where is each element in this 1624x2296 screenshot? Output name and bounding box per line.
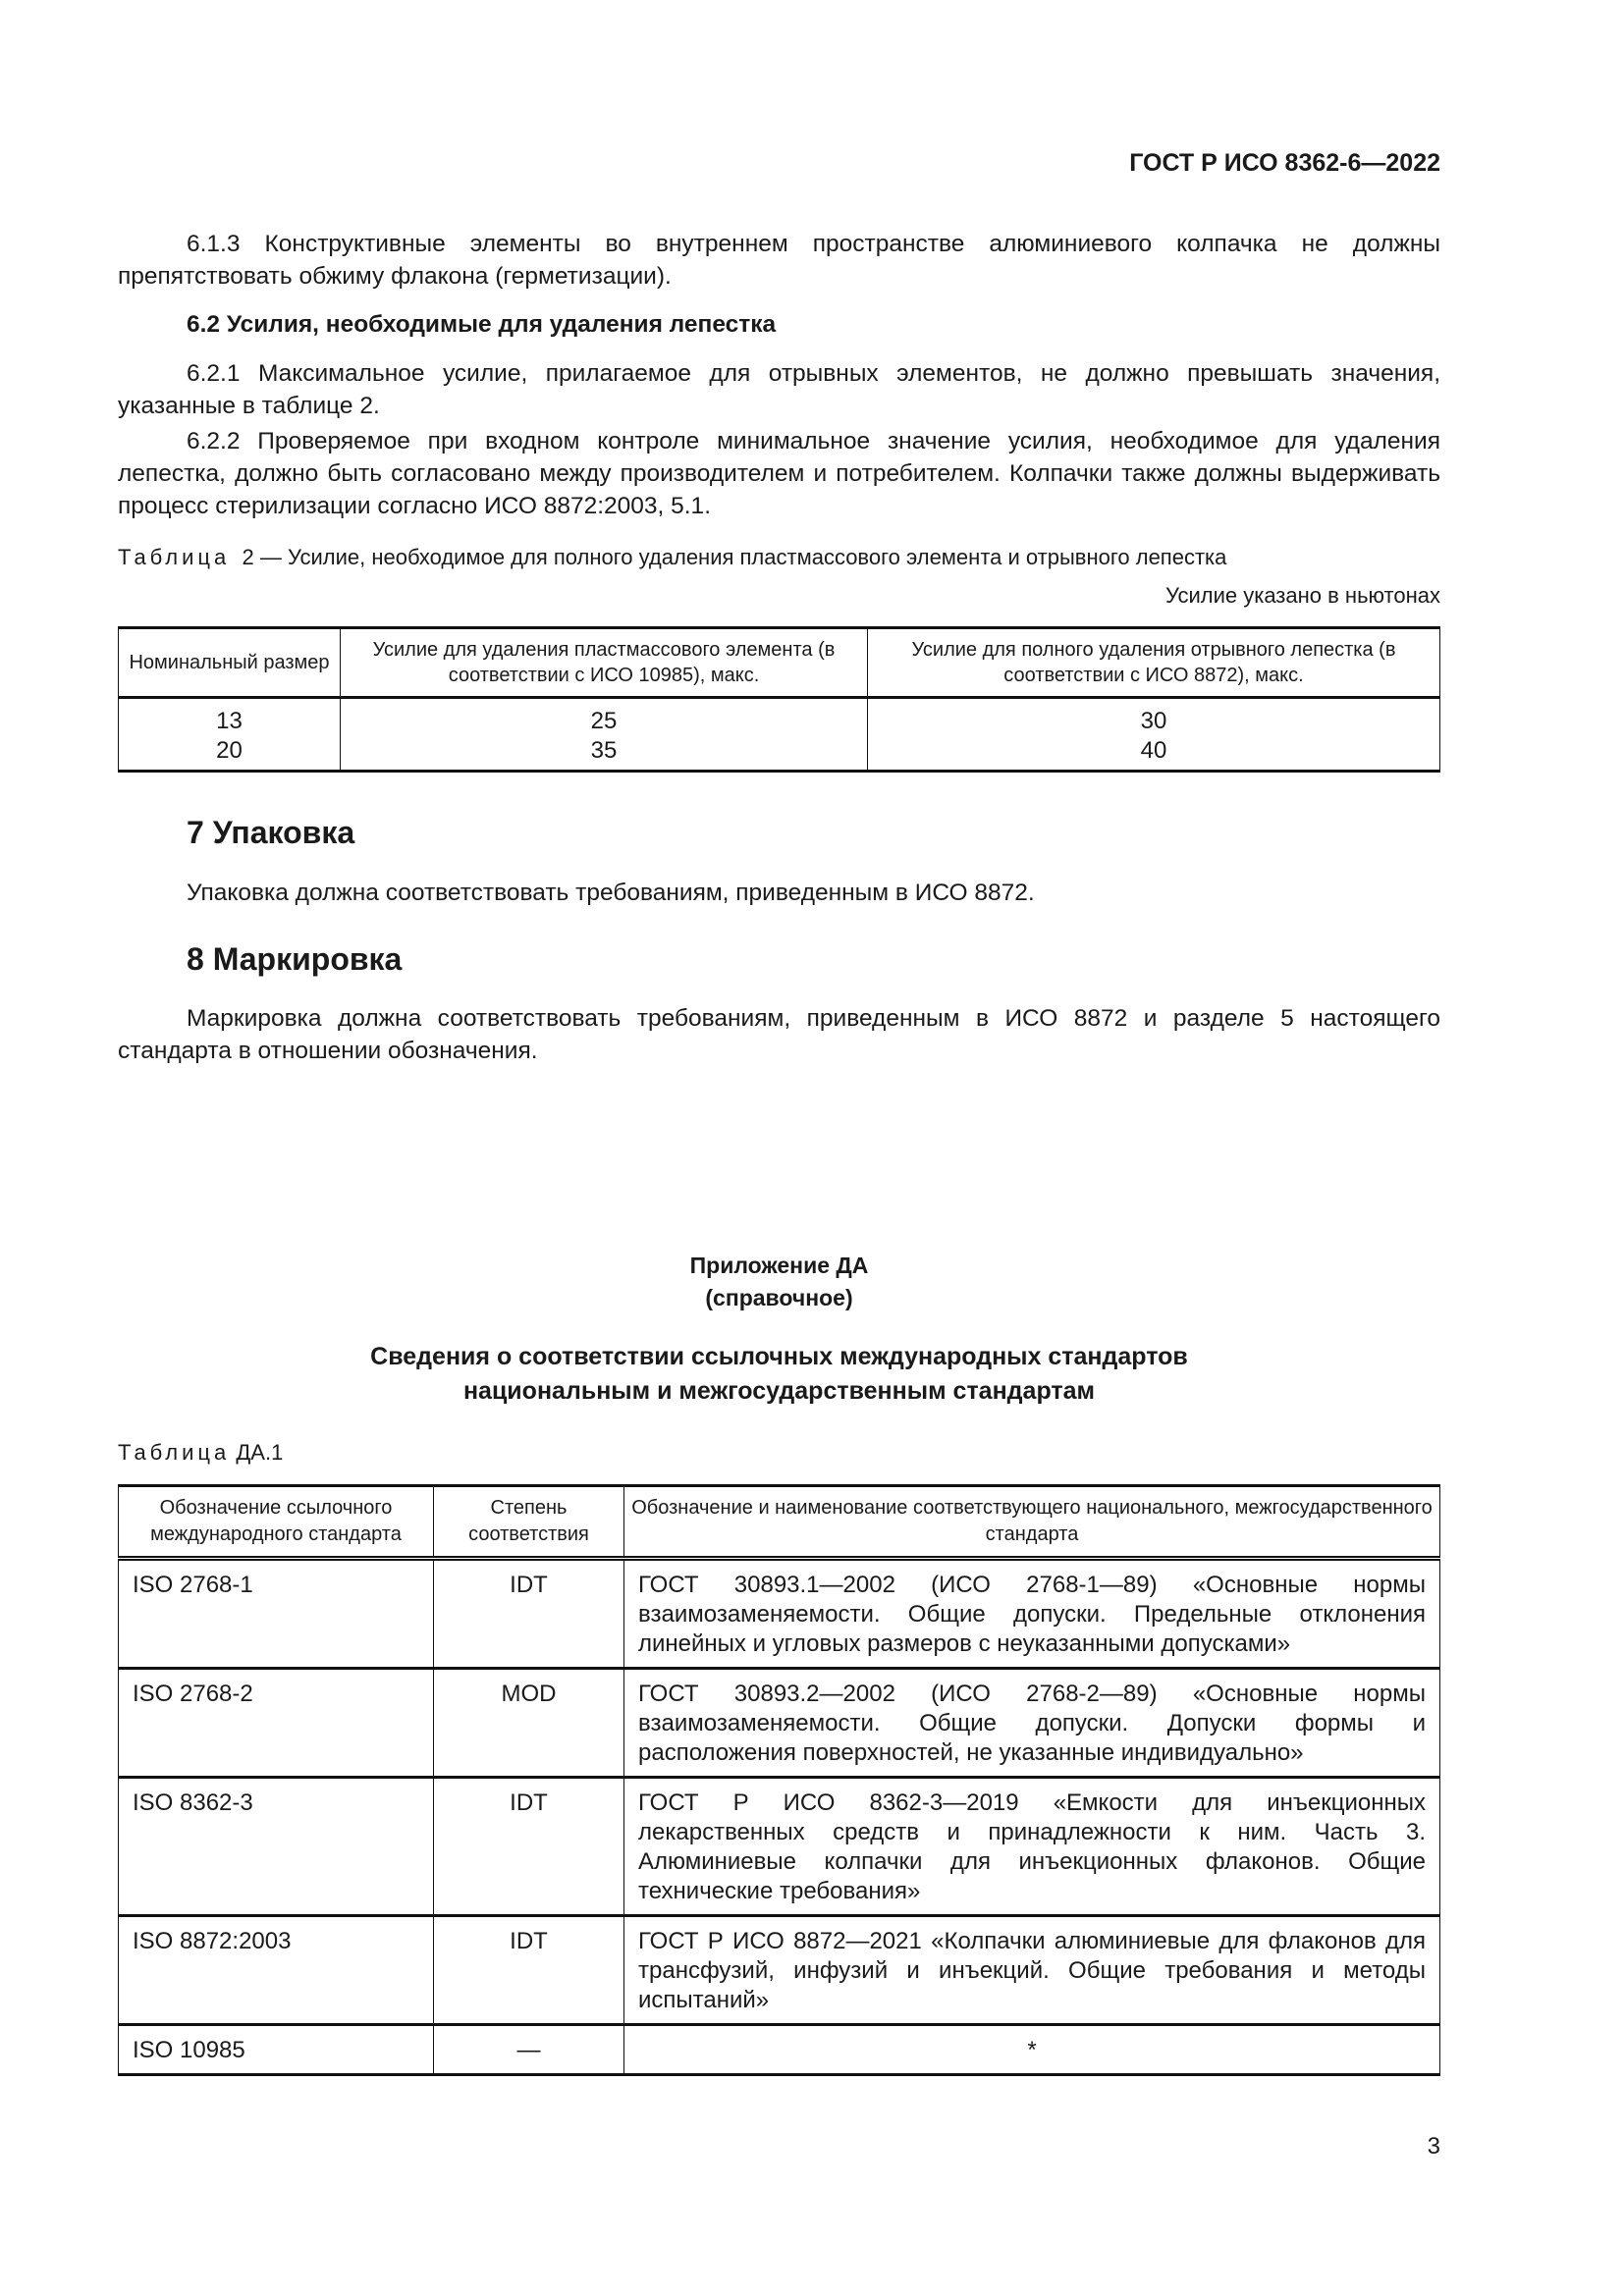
table-row <box>119 2025 1440 2075</box>
table-cell: ISO 8362-3 <box>119 1778 434 1916</box>
table2-caption-label: Таблица <box>118 545 231 569</box>
appendix-title-line1: Сведения о соответствии ссылочных международных стандартов <box>370 1343 1188 1370</box>
table-cell: IDT <box>434 1916 624 2025</box>
heading-section-8: 8 Маркировка <box>187 941 403 977</box>
paragraph-6-2-1: 6.2.1 Максимальное усилие, прилагаемое для отрывных элементов, не должно превышать значения, указанные в таблице 2. <box>118 360 1440 419</box>
table-da1-number: ДА.1 <box>236 1440 284 1465</box>
table-cell: 25 35 <box>341 698 868 772</box>
appendix-kind: (справочное) <box>705 1285 853 1310</box>
table-cell: ISO 2768-2 <box>119 1669 434 1778</box>
table-header-row <box>119 628 1440 698</box>
table-row <box>119 698 1440 772</box>
paragraph-6-2-2: 6.2.2 Проверяемое при входном контроле минимальное значение усилия, необходимое для удаления лепестка, должно быть согласовано между производителем и потребителем. Колпачки также должны выдерживать процесс стерилизации согласно ИСО 8872:2003, 5.1. <box>118 428 1440 519</box>
table-cell: * <box>624 2025 1440 2075</box>
table-row <box>119 1778 1440 1916</box>
table-da1-label: Таблица <box>118 1440 231 1465</box>
header-cell: Степень соответствия <box>434 1486 624 1559</box>
heading-section-7: 7 Упаковка <box>187 815 355 850</box>
table-cell: 13 20 <box>119 698 341 772</box>
table-cell: ISO 10985 <box>119 2025 434 2075</box>
table2-caption-text: 2 — Усилие, необходимое для полного удаления пластмассового элемента и отрывного лепестка <box>242 545 1227 569</box>
table2-caption <box>118 545 1226 570</box>
table-cell: ГОСТ Р ИСО 8362-3—2019 «Емкости для инъекционных лекарственных средств и принадлежности к ним. Часть 3. Алюминиевые колпачки для инъекционных флаконов. Общие технические требования» <box>624 1778 1440 1916</box>
table-row <box>119 1559 1440 1669</box>
page-number: 3 <box>1427 2133 1440 2160</box>
header-cell: Обозначение ссылочного международного стандарта <box>119 1486 434 1559</box>
table-cell: — <box>434 2025 624 2075</box>
section-8-text: Маркировка должна соответствовать требованиям, приведенным в ИСО 8872 и разделе 5 настоящего стандарта в отношении обозначения. <box>118 1005 1440 1064</box>
table-cell: ГОСТ 30893.1—2002 (ИСО 2768-1—89) «Основные нормы взаимозаменяемости. Общие допуски. Предельные отклонения линейных и угловых размеров с неуказанными допусками» <box>624 1559 1440 1669</box>
table-da1-caption <box>118 1440 283 1466</box>
table-row <box>119 1916 1440 2025</box>
table-2 <box>118 626 1440 773</box>
header-cell: Номинальный размер <box>119 628 341 698</box>
document-id: ГОСТ Р ИСО 8362-6—2022 <box>1129 149 1440 177</box>
table-cell: ISO 2768-1 <box>119 1559 434 1669</box>
table-row <box>119 1669 1440 1778</box>
appendix-title-line2: национальным и межгосударственным стандартам <box>462 1377 1096 1405</box>
table-cell: ГОСТ Р ИСО 8872—2021 «Колпачки алюминиевые для флаконов для трансфузий, инфузий и инъекций. Общие требования и методы испытаний» <box>624 1916 1440 2025</box>
section-7-text: Упаковка должна соответствовать требованиям, приведенным в ИСО 8872. <box>187 880 1035 906</box>
table2-units-note: Усилие указано в ньютонах <box>1164 583 1440 608</box>
table-cell: IDT <box>434 1559 624 1669</box>
table-cell: MOD <box>434 1669 624 1778</box>
paragraph-6-1-3: 6.1.3 Конструктивные элементы во внутреннем пространстве алюминиевого колпачка не должны препятствовать обжиму флакона (герметизации). <box>118 231 1440 290</box>
header-cell: Обозначение и наименование соответствующего национального, межгосударственного стандарта <box>624 1486 1440 1559</box>
table-header-row <box>119 1486 1440 1559</box>
header-cell: Усилие для полного удаления отрывного лепестка (в соответствии с ИСО 8872), макс. <box>868 628 1440 698</box>
table-cell: ISO 8872:2003 <box>119 1916 434 2025</box>
table-cell: ГОСТ 30893.2—2002 (ИСО 2768-2—89) «Основные нормы взаимозаменяемости. Общие допуски. Допуски формы и расположения поверхностей, не указанные индивидуально» <box>624 1669 1440 1778</box>
table-da1 <box>118 1484 1440 2076</box>
table-cell: IDT <box>434 1778 624 1916</box>
header-cell: Усилие для удаления пластмассового элемента (в соответствии с ИСО 10985), макс. <box>341 628 868 698</box>
heading-6-2: 6.2 Усилия, необходимые для удаления лепестка <box>187 311 777 338</box>
table-cell: 30 40 <box>868 698 1440 772</box>
appendix-label: Приложение ДА <box>689 1253 869 1278</box>
